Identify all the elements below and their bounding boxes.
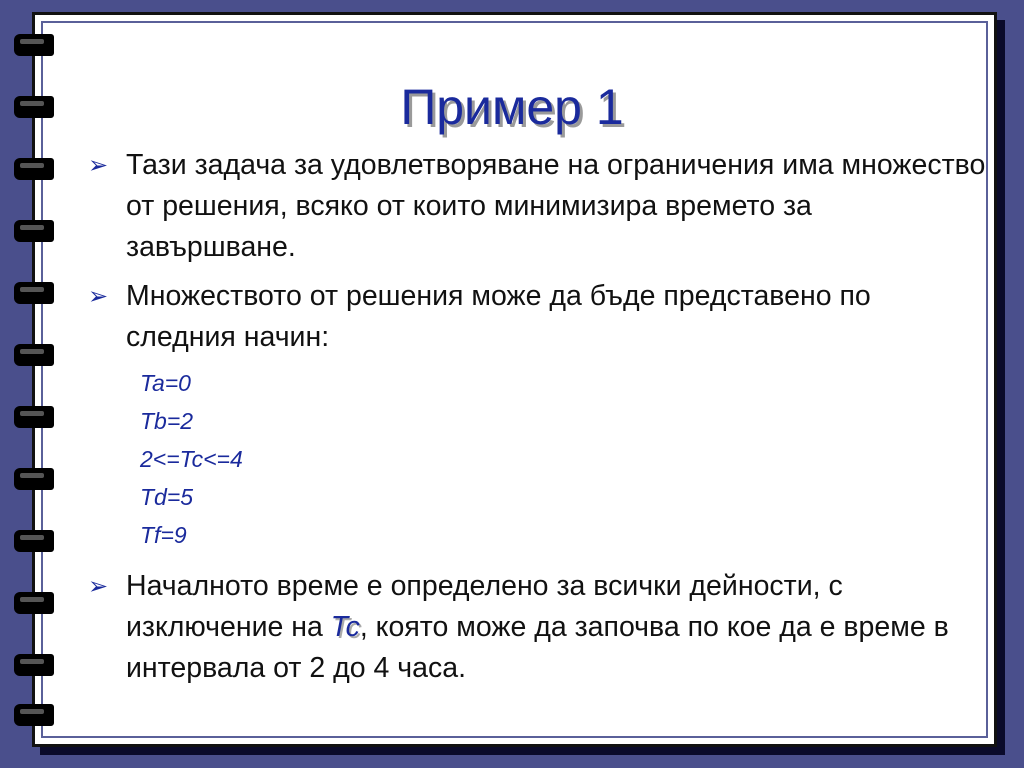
bullet-text: Тази задача за удовлетворяване на ограничения има множество от решения, всяко от които минимизира времето за завършване.	[126, 149, 986, 263]
binder-ring-icon	[14, 592, 54, 614]
binder-ring-icon	[14, 468, 54, 490]
subitem-list	[88, 364, 988, 554]
subitem: Td=5	[140, 484, 194, 510]
subitem: Tb=2	[140, 408, 194, 434]
binder-ring-icon	[14, 530, 54, 552]
binder-ring-icon	[14, 282, 54, 304]
binder-ring-icon	[14, 344, 54, 366]
subitem: 2<=Tc<=4	[140, 446, 243, 472]
arrowhead-icon: ➢	[88, 573, 109, 600]
binder-ring-icon	[14, 704, 54, 726]
binder-ring-icon	[14, 654, 54, 676]
bullet-item	[88, 145, 988, 268]
binder-ring-icon	[14, 158, 54, 180]
highlighted-term: Tc	[330, 611, 360, 643]
subitem: Tf=9	[140, 522, 187, 548]
bullet-item	[88, 566, 988, 689]
bullet-text: Множеството от решения може да бъде представено по следния начин:	[126, 280, 871, 353]
arrowhead-icon: ➢	[88, 152, 109, 179]
bullet-text-before: Началното време е определено за всички дейности, с изключение на	[126, 570, 843, 643]
slide-title: Пример 1	[400, 79, 624, 135]
binder-ring-icon	[14, 34, 54, 56]
slide-content	[88, 145, 988, 689]
bullet-text-after: , която може да започва по кое да е време в интервала от 2 до 4 часа.	[126, 611, 949, 684]
subitem: Ta=0	[140, 370, 191, 396]
binder-ring-icon	[14, 220, 54, 242]
bullet-item	[88, 276, 988, 358]
binder-ring-icon	[14, 406, 54, 428]
arrowhead-icon: ➢	[88, 283, 109, 310]
